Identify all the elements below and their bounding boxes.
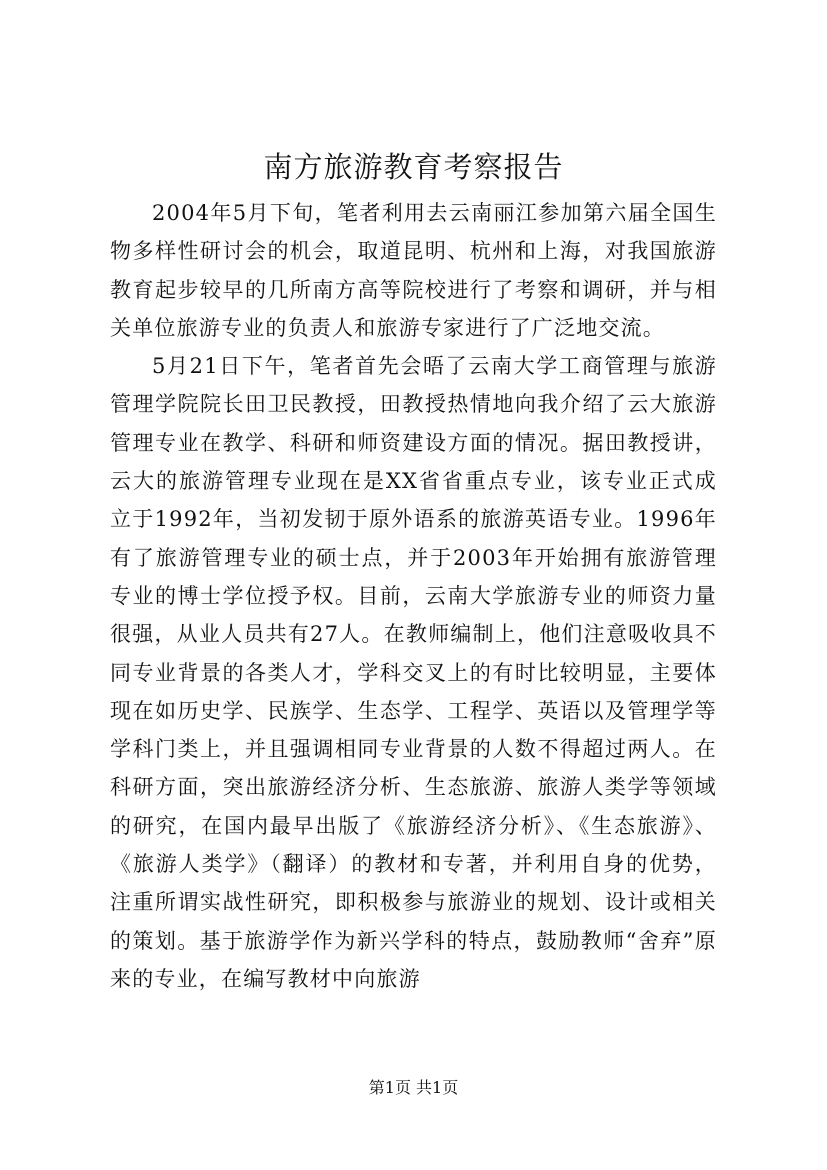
paragraph-1: 2004年5月下旬，笔者利用去云南丽江参加第六届全国生物多样性研讨会的机会，取道昆明、杭州和上海，对我国旅游教育起步较早的几所南方高等院校进行了考察和调研，并与相关单位旅游专业的负责人和旅游专家进行了广泛地交流。 [110,201,717,340]
document-body [110,194,717,998]
page-footer: 第1页 共1页 [368,1078,459,1097]
document-title: 南方旅游教育考察报告 [263,150,564,184]
paragraph-2: 5月21日下午，笔者首先会晤了云南大学工商管理与旅游管理学院院长田卫民教授，田教授热情地向我介绍了云大旅游管理专业在教学、科研和师资建设方面的情况。据田教授讲，云大的旅游管理专业现在是XX省省重点专业，该专业正式成立于1992年，当初发韧于原外语系的旅游英语专业。1996年有了旅游管理专业的硕士点，并于2003年开始拥有旅游管理专业的博士学位授予权。目前，云南大学旅游专业的师资力量很强，从业人员共有27人。在教师编制上，他们注意吸收具不同专业背景的各类人才，学科交叉上的有时比较明显，主要体现在如历史学、民族学、生态学、工程学、英语以及管理学等学科门类上，并且强调相同专业背景的人数不得超过两人。在科研方面，突出旅游经济分析、生态旅游、旅游人类学等领域的研究，在国内最早出版了《旅游经济分析》、《生态旅游》、《旅游人类学》（翻译）的教材和专著，并利用自身的优势，注重所谓实战性研究，即积极参与旅游业的规划、设计或相关的策划。基于旅游学作为新兴学科的特点，鼓励教师“舍弃”原来的专业，在编写教材中向旅游 [110,354,717,991]
